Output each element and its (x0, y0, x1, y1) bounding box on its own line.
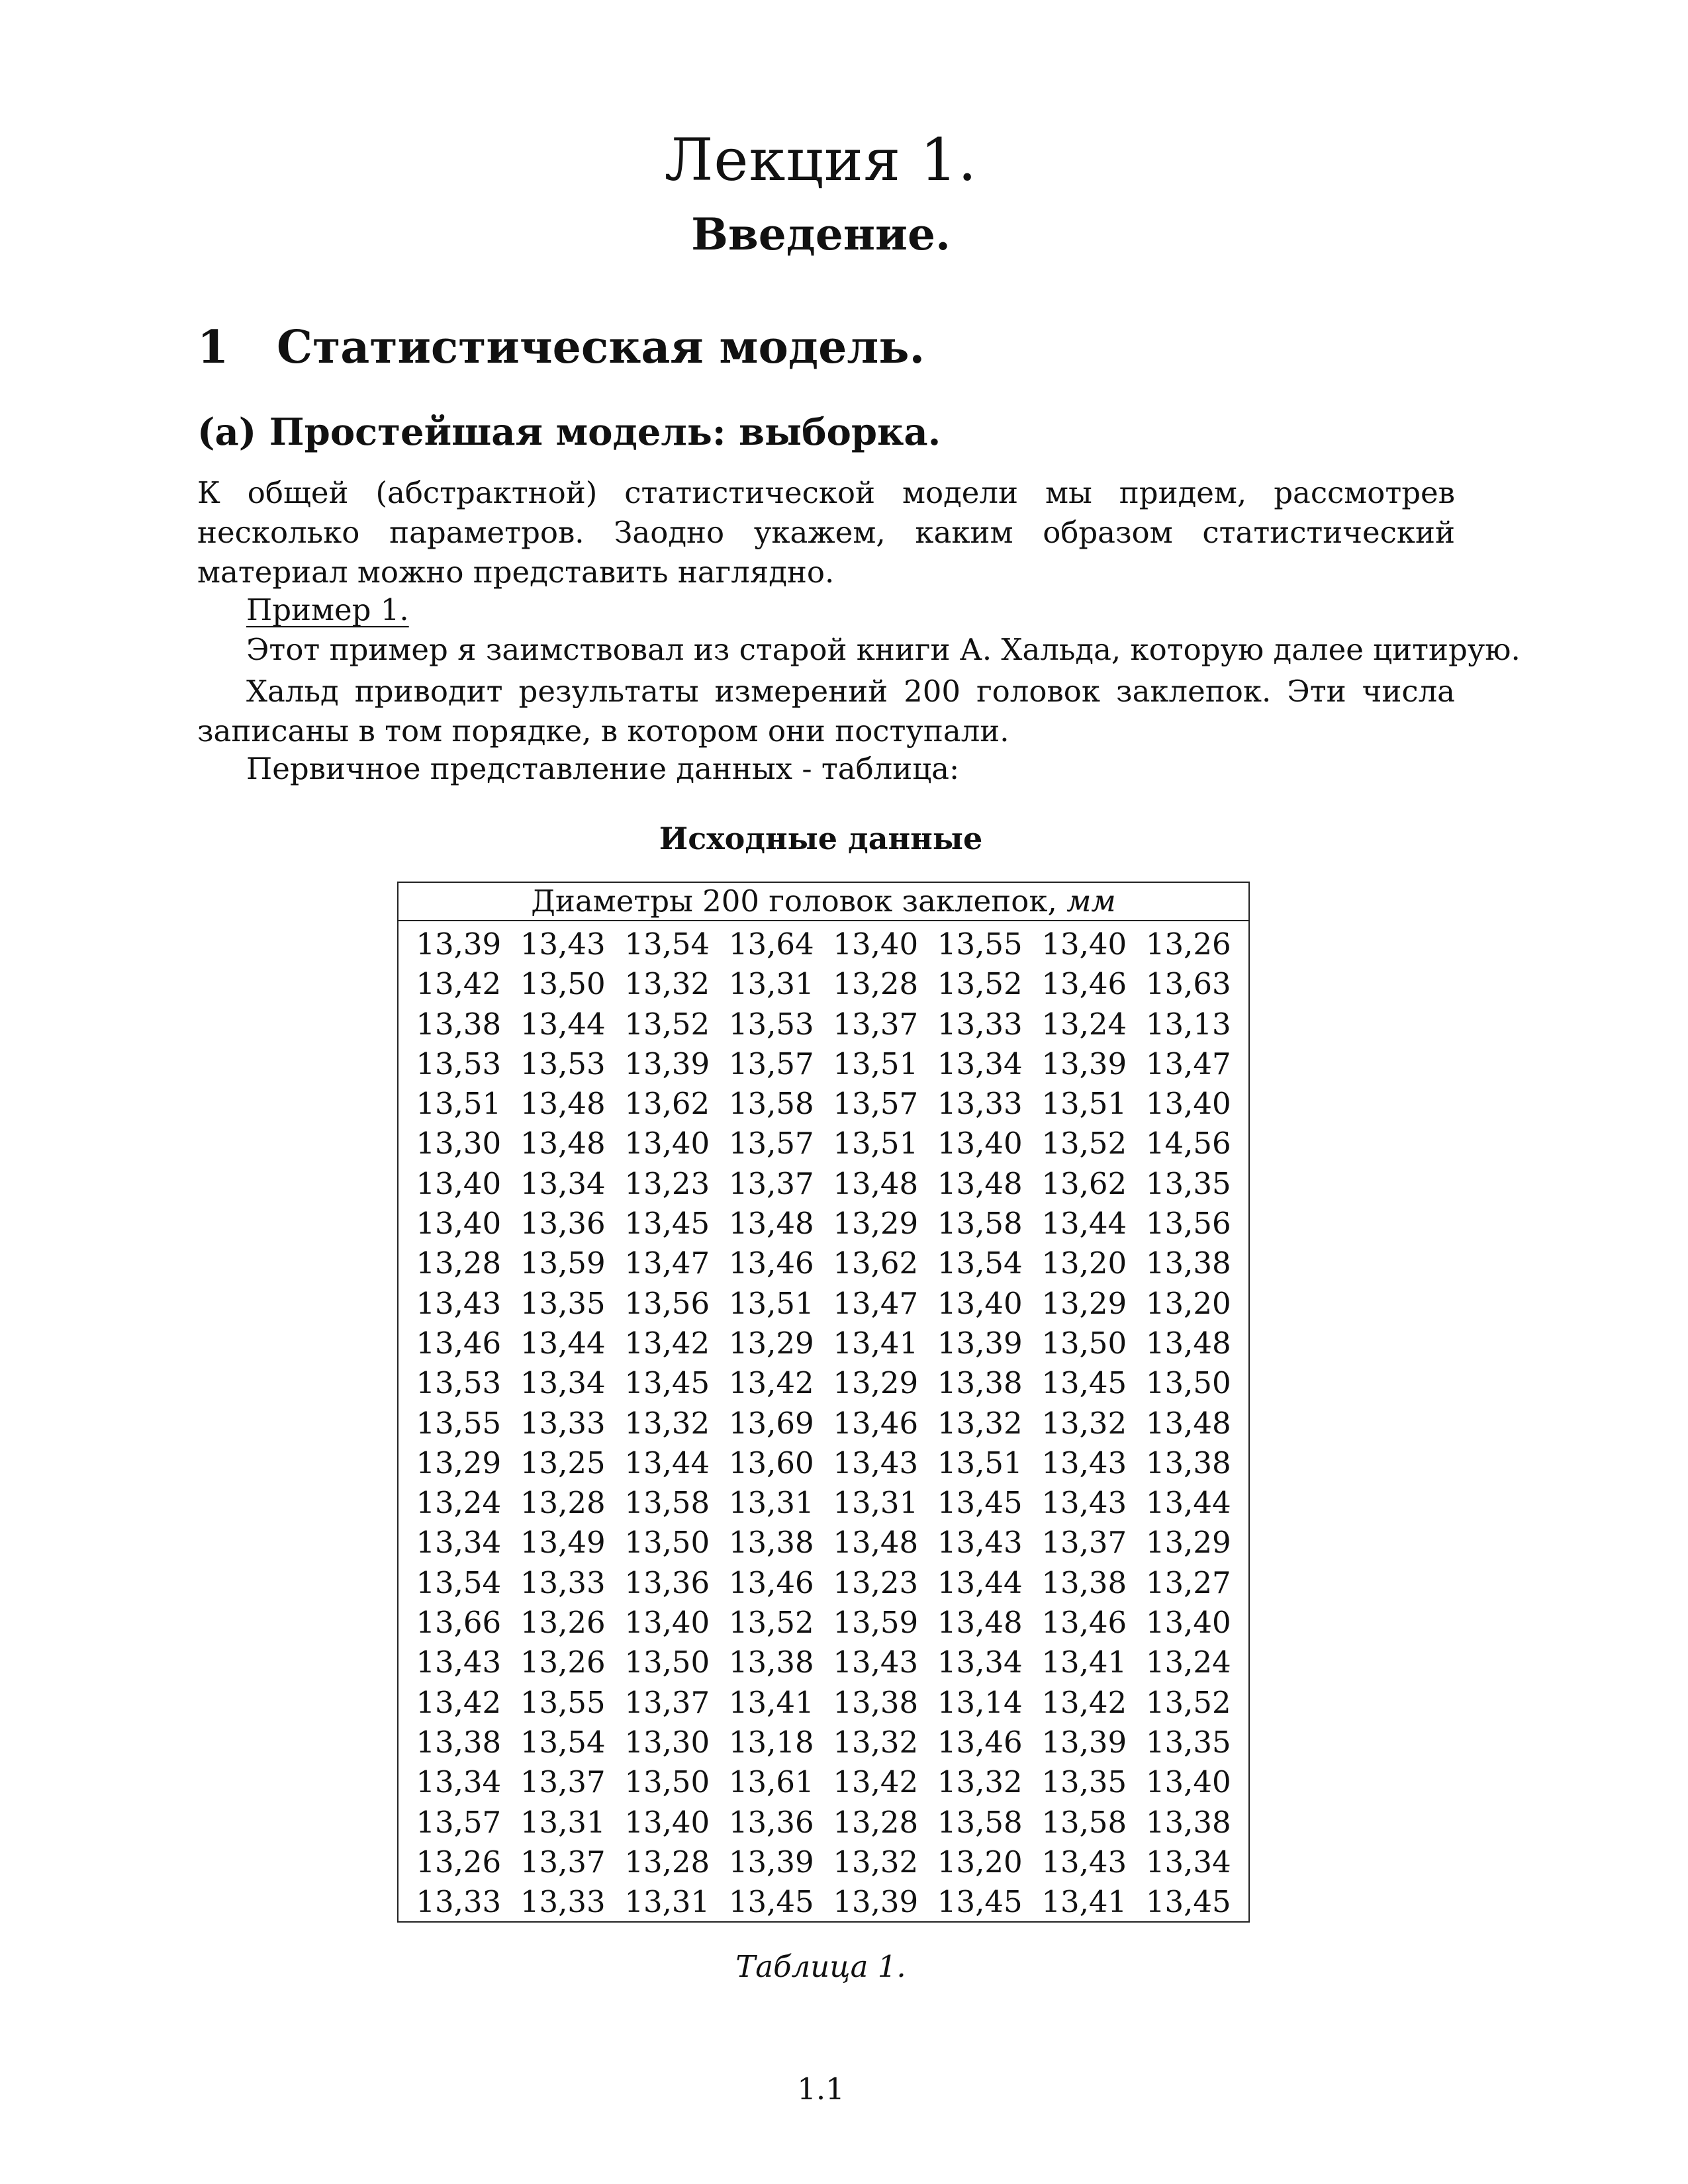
table-cell: 13,25 (520, 1445, 606, 1480)
table-row (399, 1443, 1248, 1483)
table-row (399, 1284, 1248, 1324)
table-cell: 13,56 (1145, 1206, 1231, 1242)
table-row (399, 1164, 1248, 1204)
table-cell: 13,42 (728, 1365, 814, 1401)
table-header (399, 883, 1248, 921)
table-cell: 13,41 (1041, 1645, 1127, 1680)
table-cell: 13,38 (833, 1684, 919, 1720)
table-cell: 13,32 (833, 1844, 919, 1880)
table-cell: 13,26 (520, 1605, 606, 1641)
table-cell: 13,50 (624, 1764, 710, 1800)
table-cell: 13,24 (1041, 1006, 1127, 1042)
table-cell: 13,30 (624, 1724, 710, 1760)
table-cell: 13,56 (624, 1285, 710, 1321)
table-cell: 13,34 (416, 1525, 502, 1561)
table-cell: 13,42 (416, 966, 502, 1002)
table-cell: 13,39 (624, 1046, 710, 1081)
table-cell: 13,34 (416, 1764, 502, 1800)
table-row (399, 1044, 1248, 1084)
intro-paragraph: К общей (абстрактной) статистической модели мы придем, рассмотрев несколько параметров. Заодно укажем, каким образом статистический материал можно представить наглядно. (197, 475, 1455, 590)
table-cell: 13,31 (624, 1884, 710, 1920)
table-cell: 13,57 (728, 1046, 814, 1081)
table-cell: 13,38 (728, 1645, 814, 1680)
table-row (399, 925, 1248, 964)
table-cell: 13,45 (728, 1884, 814, 1920)
table-cell: 13,40 (624, 1126, 710, 1161)
table-cell: 13,58 (937, 1206, 1023, 1242)
table-cell: 13,26 (1145, 927, 1231, 962)
table-cell: 13,34 (1145, 1844, 1231, 1880)
table-row (399, 1523, 1248, 1563)
table-cell: 13,36 (728, 1804, 814, 1840)
table-cell: 13,43 (1041, 1844, 1127, 1880)
table-cell: 13,43 (833, 1445, 919, 1480)
table-row (399, 1563, 1248, 1603)
table-cell: 13,23 (624, 1165, 710, 1201)
table-cell: 13,55 (416, 1405, 502, 1441)
table-cell: 13,40 (1041, 927, 1127, 962)
table-cell: 14,56 (1145, 1126, 1231, 1161)
table-cell: 13,29 (833, 1365, 919, 1401)
table-cell: 13,33 (520, 1405, 606, 1441)
table-cell: 13,41 (728, 1684, 814, 1720)
table-cell: 13,40 (937, 1126, 1023, 1161)
table-cell: 13,33 (520, 1884, 606, 1920)
table-cell: 13,40 (624, 1804, 710, 1840)
table-row (399, 1204, 1248, 1244)
table-row (399, 1882, 1248, 1922)
table-cell: 13,33 (416, 1884, 502, 1920)
table-header-text: Диаметры 200 головок заклепок, (531, 884, 1057, 919)
table-cell: 13,51 (416, 1086, 502, 1122)
table-cell: 13,13 (1145, 1006, 1231, 1042)
table-cell: 13,34 (937, 1046, 1023, 1081)
table-cell: 13,46 (1041, 1605, 1127, 1641)
table-cell: 13,46 (728, 1246, 814, 1281)
table-cell: 13,64 (728, 927, 814, 962)
table-cell: 13,39 (937, 1325, 1023, 1361)
table-cell: 13,14 (937, 1684, 1023, 1720)
table-row (399, 1324, 1248, 1363)
table-cell: 13,45 (1041, 1365, 1127, 1401)
table-cell: 13,29 (1041, 1285, 1127, 1321)
table-cell: 13,37 (833, 1006, 919, 1042)
table-cell: 13,31 (833, 1485, 919, 1521)
table-row (399, 1483, 1248, 1523)
table-cell: 13,40 (416, 1165, 502, 1201)
table-cell: 13,38 (1041, 1565, 1127, 1600)
table-cell: 13,58 (1041, 1804, 1127, 1840)
table-cell: 13,29 (1145, 1525, 1231, 1561)
table-cell: 13,46 (1041, 966, 1127, 1002)
table-cell: 13,40 (624, 1605, 710, 1641)
table-row (399, 1762, 1248, 1802)
table-cell: 13,40 (1145, 1086, 1231, 1122)
table-cell: 13,53 (728, 1006, 814, 1042)
table-cell: 13,50 (1041, 1325, 1127, 1361)
table-cell: 13,38 (937, 1365, 1023, 1401)
table-cell: 13,63 (1145, 966, 1231, 1002)
table-cell: 13,50 (624, 1525, 710, 1561)
measurement-paragraph: Хальд приводит результаты измерений 200 головок заклепок. Эти числа записаны в том порядке, в котором они поступали. (197, 674, 1455, 749)
table-cell: 13,39 (728, 1844, 814, 1880)
table-cell: 13,39 (1041, 1724, 1127, 1760)
table-cell: 13,54 (520, 1724, 606, 1760)
table-row (399, 1404, 1248, 1443)
table-row (399, 1124, 1248, 1163)
table-row (399, 1005, 1248, 1044)
table-cell: 13,51 (833, 1126, 919, 1161)
table-cell: 13,37 (520, 1764, 606, 1800)
table-cell: 13,32 (833, 1724, 919, 1760)
table-cell: 13,32 (937, 1764, 1023, 1800)
table-cell: 13,44 (1145, 1485, 1231, 1521)
table-cell: 13,48 (520, 1086, 606, 1122)
table-cell: 13,55 (937, 927, 1023, 962)
table-cell: 13,43 (1041, 1485, 1127, 1521)
table-cell: 13,50 (624, 1645, 710, 1680)
table-cell: 13,44 (1041, 1206, 1127, 1242)
table-cell: 13,43 (416, 1645, 502, 1680)
table-cell: 13,59 (520, 1246, 606, 1281)
table-cell: 13,42 (416, 1684, 502, 1720)
table-cell: 13,33 (520, 1565, 606, 1600)
table-cell: 13,45 (1145, 1884, 1231, 1920)
table-cell: 13,53 (416, 1046, 502, 1081)
table-cell: 13,51 (937, 1445, 1023, 1480)
table-cell: 13,33 (937, 1086, 1023, 1122)
table-row (399, 1084, 1248, 1124)
table-cell: 13,18 (728, 1724, 814, 1760)
table-cell: 13,26 (520, 1645, 606, 1680)
table-cell: 13,43 (520, 927, 606, 962)
table-cell: 13,41 (833, 1325, 919, 1361)
table-cell: 13,40 (937, 1285, 1023, 1321)
example-label: Пример 1. (246, 592, 409, 627)
table-cell: 13,46 (416, 1325, 502, 1361)
table-cell: 13,38 (728, 1525, 814, 1561)
table-cell: 13,37 (520, 1844, 606, 1880)
table-cell: 13,48 (1145, 1325, 1231, 1361)
table-cell: 13,37 (624, 1684, 710, 1720)
table-cell: 13,48 (728, 1206, 814, 1242)
table-cell: 13,24 (416, 1485, 502, 1521)
table-cell: 13,39 (833, 1884, 919, 1920)
table-row (399, 1603, 1248, 1643)
table-cell: 13,29 (416, 1445, 502, 1480)
lecture-subtitle: Введение. (691, 208, 951, 260)
table-cell: 13,46 (833, 1405, 919, 1441)
table-cell: 13,33 (937, 1006, 1023, 1042)
table-cell: 13,53 (520, 1046, 606, 1081)
table-cell: 13,52 (1041, 1126, 1127, 1161)
table-cell: 13,42 (624, 1325, 710, 1361)
table-note: Таблица 1. (735, 1949, 906, 1984)
table-cell: 13,36 (520, 1206, 606, 1242)
table-cell: 13,23 (833, 1565, 919, 1600)
table-cell: 13,54 (416, 1565, 502, 1600)
table-cell: 13,28 (520, 1485, 606, 1521)
table-cell: 13,55 (520, 1684, 606, 1720)
table-cell: 13,49 (520, 1525, 606, 1561)
table-cell: 13,32 (624, 966, 710, 1002)
table-row (399, 1803, 1248, 1843)
table-cell: 13,37 (1041, 1525, 1127, 1561)
table-cell: 13,44 (520, 1325, 606, 1361)
table-cell: 13,31 (520, 1804, 606, 1840)
table-cell: 13,45 (624, 1206, 710, 1242)
table-cell: 13,44 (520, 1006, 606, 1042)
table-cell: 13,39 (416, 927, 502, 962)
table-intro-paragraph: Первичное представление данных - таблица: (246, 751, 960, 786)
table-cell: 13,52 (1145, 1684, 1231, 1720)
table-cell: 13,43 (937, 1525, 1023, 1561)
table-cell: 13,48 (833, 1165, 919, 1201)
table-cell: 13,62 (833, 1246, 919, 1281)
table-cell: 13,48 (937, 1165, 1023, 1201)
table-cell: 13,29 (833, 1206, 919, 1242)
table-row (399, 964, 1248, 1004)
table-cell: 13,61 (728, 1764, 814, 1800)
table-cell: 13,47 (833, 1285, 919, 1321)
table-cell: 13,48 (833, 1525, 919, 1561)
table-cell: 13,35 (1145, 1165, 1231, 1201)
table-row (399, 1363, 1248, 1403)
table-cell: 13,28 (624, 1844, 710, 1880)
table-header-unit: мм (1066, 884, 1116, 919)
table-body (399, 921, 1248, 1922)
table-cell: 13,26 (416, 1844, 502, 1880)
table-cell: 13,51 (1041, 1086, 1127, 1122)
table-cell: 13,41 (1041, 1884, 1127, 1920)
table-cell: 13,48 (520, 1126, 606, 1161)
table-row (399, 1723, 1248, 1762)
page-number: 1.1 (797, 2071, 845, 2107)
table-cell: 13,44 (624, 1445, 710, 1480)
table-cell: 13,44 (937, 1565, 1023, 1600)
table-cell: 13,34 (520, 1165, 606, 1201)
table-cell: 13,58 (937, 1804, 1023, 1840)
table-cell: 13,60 (728, 1445, 814, 1480)
table-cell: 13,54 (937, 1246, 1023, 1281)
table-cell: 13,35 (1041, 1764, 1127, 1800)
table-cell: 13,42 (1041, 1684, 1127, 1720)
table-cell: 13,37 (728, 1165, 814, 1201)
table-cell: 13,20 (1041, 1246, 1127, 1281)
table-cell: 13,52 (728, 1605, 814, 1641)
table-cell: 13,46 (728, 1565, 814, 1600)
table-cell: 13,28 (416, 1246, 502, 1281)
table-cell: 13,40 (416, 1206, 502, 1242)
table-cell: 13,20 (937, 1844, 1023, 1880)
table-cell: 13,34 (520, 1365, 606, 1401)
table-cell: 13,43 (833, 1645, 919, 1680)
table-cell: 13,45 (937, 1485, 1023, 1521)
table-cell: 13,52 (624, 1006, 710, 1042)
table-cell: 13,38 (416, 1724, 502, 1760)
table-cell: 13,43 (1041, 1445, 1127, 1480)
table-cell: 13,57 (416, 1804, 502, 1840)
section-number: 1 (197, 321, 229, 374)
table-cell: 13,54 (624, 927, 710, 962)
table-cell: 13,50 (1145, 1365, 1231, 1401)
subsection-heading: (a) Простейшая модель: выборка. (197, 410, 941, 454)
table-cell: 13,28 (833, 1804, 919, 1840)
lecture-title: Лекция 1. (664, 126, 978, 194)
table-cell: 13,62 (624, 1086, 710, 1122)
table-cell: 13,46 (937, 1724, 1023, 1760)
example-paragraph: Этот пример я заимствовал из старой книги А. Хальда, которую далее цитирую. (246, 632, 1521, 667)
table-cell: 13,42 (833, 1764, 919, 1800)
table-cell: 13,45 (937, 1884, 1023, 1920)
table-cell: 13,48 (937, 1605, 1023, 1641)
table-cell: 13,36 (624, 1565, 710, 1600)
table-caption: Исходные данные (659, 821, 983, 856)
table-cell: 13,62 (1041, 1165, 1127, 1201)
table-cell: 13,40 (833, 927, 919, 962)
table-cell: 13,30 (416, 1126, 502, 1161)
table-cell: 13,38 (416, 1006, 502, 1042)
table-cell: 13,31 (728, 1485, 814, 1521)
table-cell: 13,38 (1145, 1804, 1231, 1840)
table-cell: 13,29 (728, 1325, 814, 1361)
table-cell: 13,31 (728, 966, 814, 1002)
table-cell: 13,57 (728, 1126, 814, 1161)
table-cell: 13,50 (520, 966, 606, 1002)
table-cell: 13,32 (1041, 1405, 1127, 1441)
table-cell: 13,24 (1145, 1645, 1231, 1680)
table-cell: 13,39 (1041, 1046, 1127, 1081)
table-row (399, 1244, 1248, 1283)
table-cell: 13,34 (937, 1645, 1023, 1680)
table-cell: 13,38 (1145, 1445, 1231, 1480)
table-cell: 13,59 (833, 1605, 919, 1641)
table-row (399, 1643, 1248, 1682)
table-cell: 13,20 (1145, 1285, 1231, 1321)
data-table (397, 882, 1250, 1923)
table-cell: 13,58 (624, 1485, 710, 1521)
table-cell: 13,35 (1145, 1724, 1231, 1760)
table-row (399, 1843, 1248, 1882)
section-heading (197, 321, 925, 374)
table-cell: 13,47 (1145, 1046, 1231, 1081)
table-cell: 13,47 (624, 1246, 710, 1281)
table-cell: 13,48 (1145, 1405, 1231, 1441)
table-cell: 13,66 (416, 1605, 502, 1641)
table-cell: 13,69 (728, 1405, 814, 1441)
table-cell: 13,58 (728, 1086, 814, 1122)
table-cell: 13,45 (624, 1365, 710, 1401)
table-cell: 13,51 (728, 1285, 814, 1321)
table-cell: 13,52 (937, 966, 1023, 1002)
table-cell: 13,51 (833, 1046, 919, 1081)
table-cell: 13,28 (833, 966, 919, 1002)
section-title: Статистическая модель. (277, 321, 925, 374)
table-cell: 13,38 (1145, 1246, 1231, 1281)
table-cell: 13,32 (624, 1405, 710, 1441)
table-cell: 13,35 (520, 1285, 606, 1321)
table-cell: 13,53 (416, 1365, 502, 1401)
table-cell: 13,32 (937, 1405, 1023, 1441)
table-row (399, 1683, 1248, 1723)
table-cell: 13,40 (1145, 1605, 1231, 1641)
table-cell: 13,40 (1145, 1764, 1231, 1800)
table-cell: 13,57 (833, 1086, 919, 1122)
table-cell: 13,43 (416, 1285, 502, 1321)
table-cell: 13,27 (1145, 1565, 1231, 1600)
